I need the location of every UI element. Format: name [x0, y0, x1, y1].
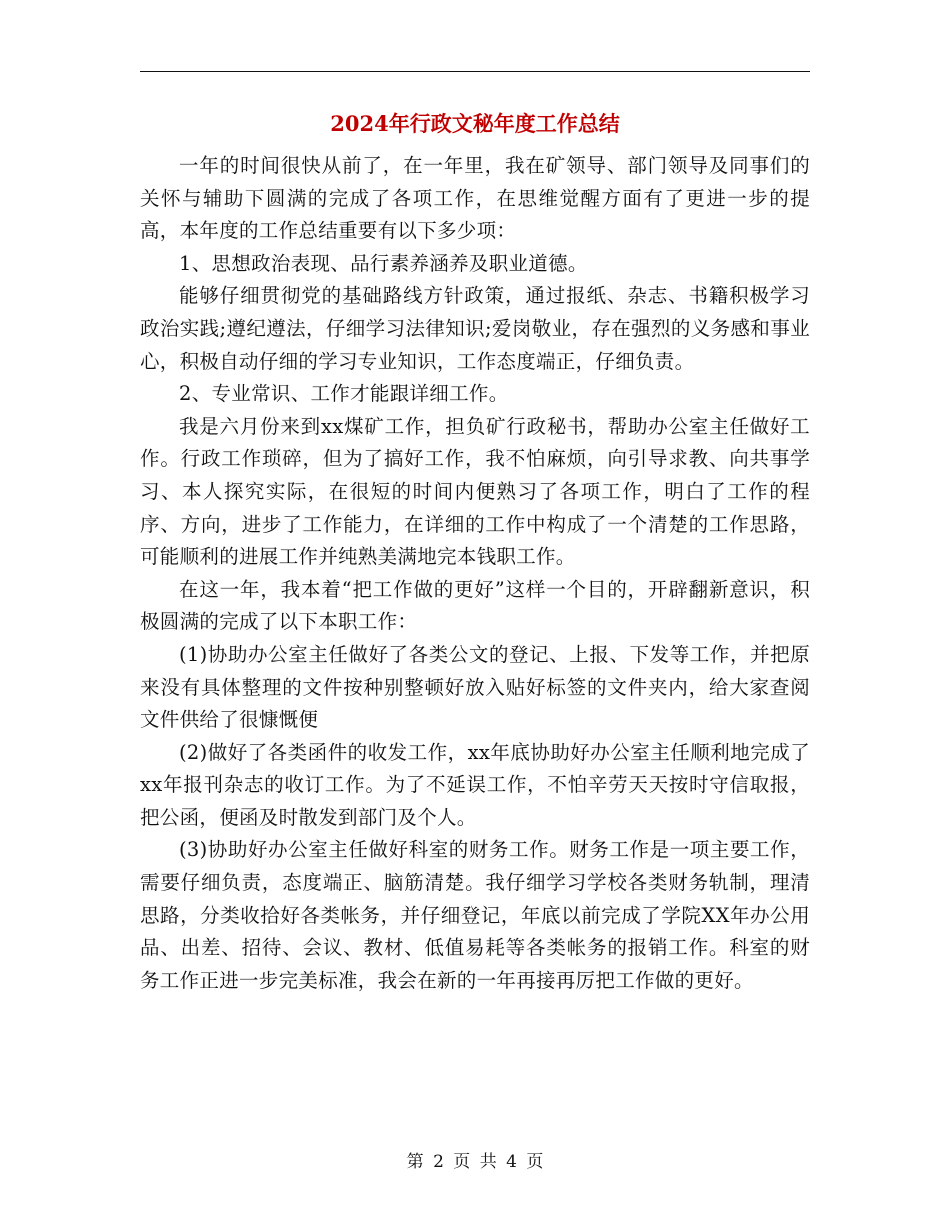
paragraph-this-year: 在这一年，我本着“把工作做的更好”这样一个目的，开辟翻新意识，积极圆满的完成了以下本职工作：: [140, 577, 810, 634]
page-number: 第 2 页 共 4 页: [406, 1152, 544, 1172]
header-rule: [140, 71, 810, 72]
list-item-2: (2)做好了各类函件的收发工作，xx年底协助好办公室主任顺利地完成了xx年报刊杂志的收订工作。为了不延误工作，不怕辛劳天天按时守信取报，把公函，便函及时散发到部门及个人。: [140, 740, 810, 829]
section-heading-1: 1、思想政治表现、品行素养涵养及职业道德。: [179, 251, 588, 275]
paragraph-politics: 能够仔细贯彻党的基础路线方针政策，通过报纸、杂志、书籍积极学习政治实践;遵纪遵法，仔细学习法律知识;爱岗敬业，存在强烈的义务感和事业心，积极自动仔细的学习专业知识，工作态度端正，仔细负责。: [140, 284, 810, 373]
list-item-1: (1)协助办公室主任做好了各类公文的登记、上报、下发等工作，并把原来没有具体整理的文件按种别整顿好放入贴好标签的文件夹内，给大家查阅文件供给了很慷慨便: [140, 642, 810, 732]
list-item-3: (3)协助好办公室主任做好科室的财务工作。财务工作是一项主要工作，需要仔细负责，态度端正、脑筋清楚。我仔细学习学校各类财务轨制，理清思路，分类收拾好各类帐务，并仔细登记，年底以前完成了学院XX年办公用品、出差、招待、会议、教材、低值易耗等各类帐务的报销工作。科室的财务工作正进一步完美标准，我会在新的一年再接再厉把工作做的更好。: [140, 838, 810, 992]
paragraph-intro: 一年的时间很快从前了，在一年里，我在矿领导、部门领导及同事们的关怀与辅助下圆满的完成了各项工作，在思维觉醒方面有了更进一步的提高，本年度的工作总结重要有以下多少项：: [140, 154, 810, 243]
document-body: [140, 150, 810, 997]
document-title: 2024年行政文秘年度工作总结: [330, 111, 620, 136]
paragraph-work: 我是六月份来到xx煤矿工作，担负矿行政秘书，帮助办公室主任做好工作。行政工作琐碎，但为了搞好工作，我不怕麻烦，向引导求教、向共事学习、本人探究实际，在很短的时间内便熟习了各项工作，明白了工作的程序、方向，进步了工作能力，在详细的工作中构成了一个清楚的工作思路，可能顺利的进展工作并纯熟美满地完本钱职工作。: [140, 414, 810, 569]
section-heading-2: 2、专业常识、工作才能跟详细工作。: [179, 382, 509, 406]
